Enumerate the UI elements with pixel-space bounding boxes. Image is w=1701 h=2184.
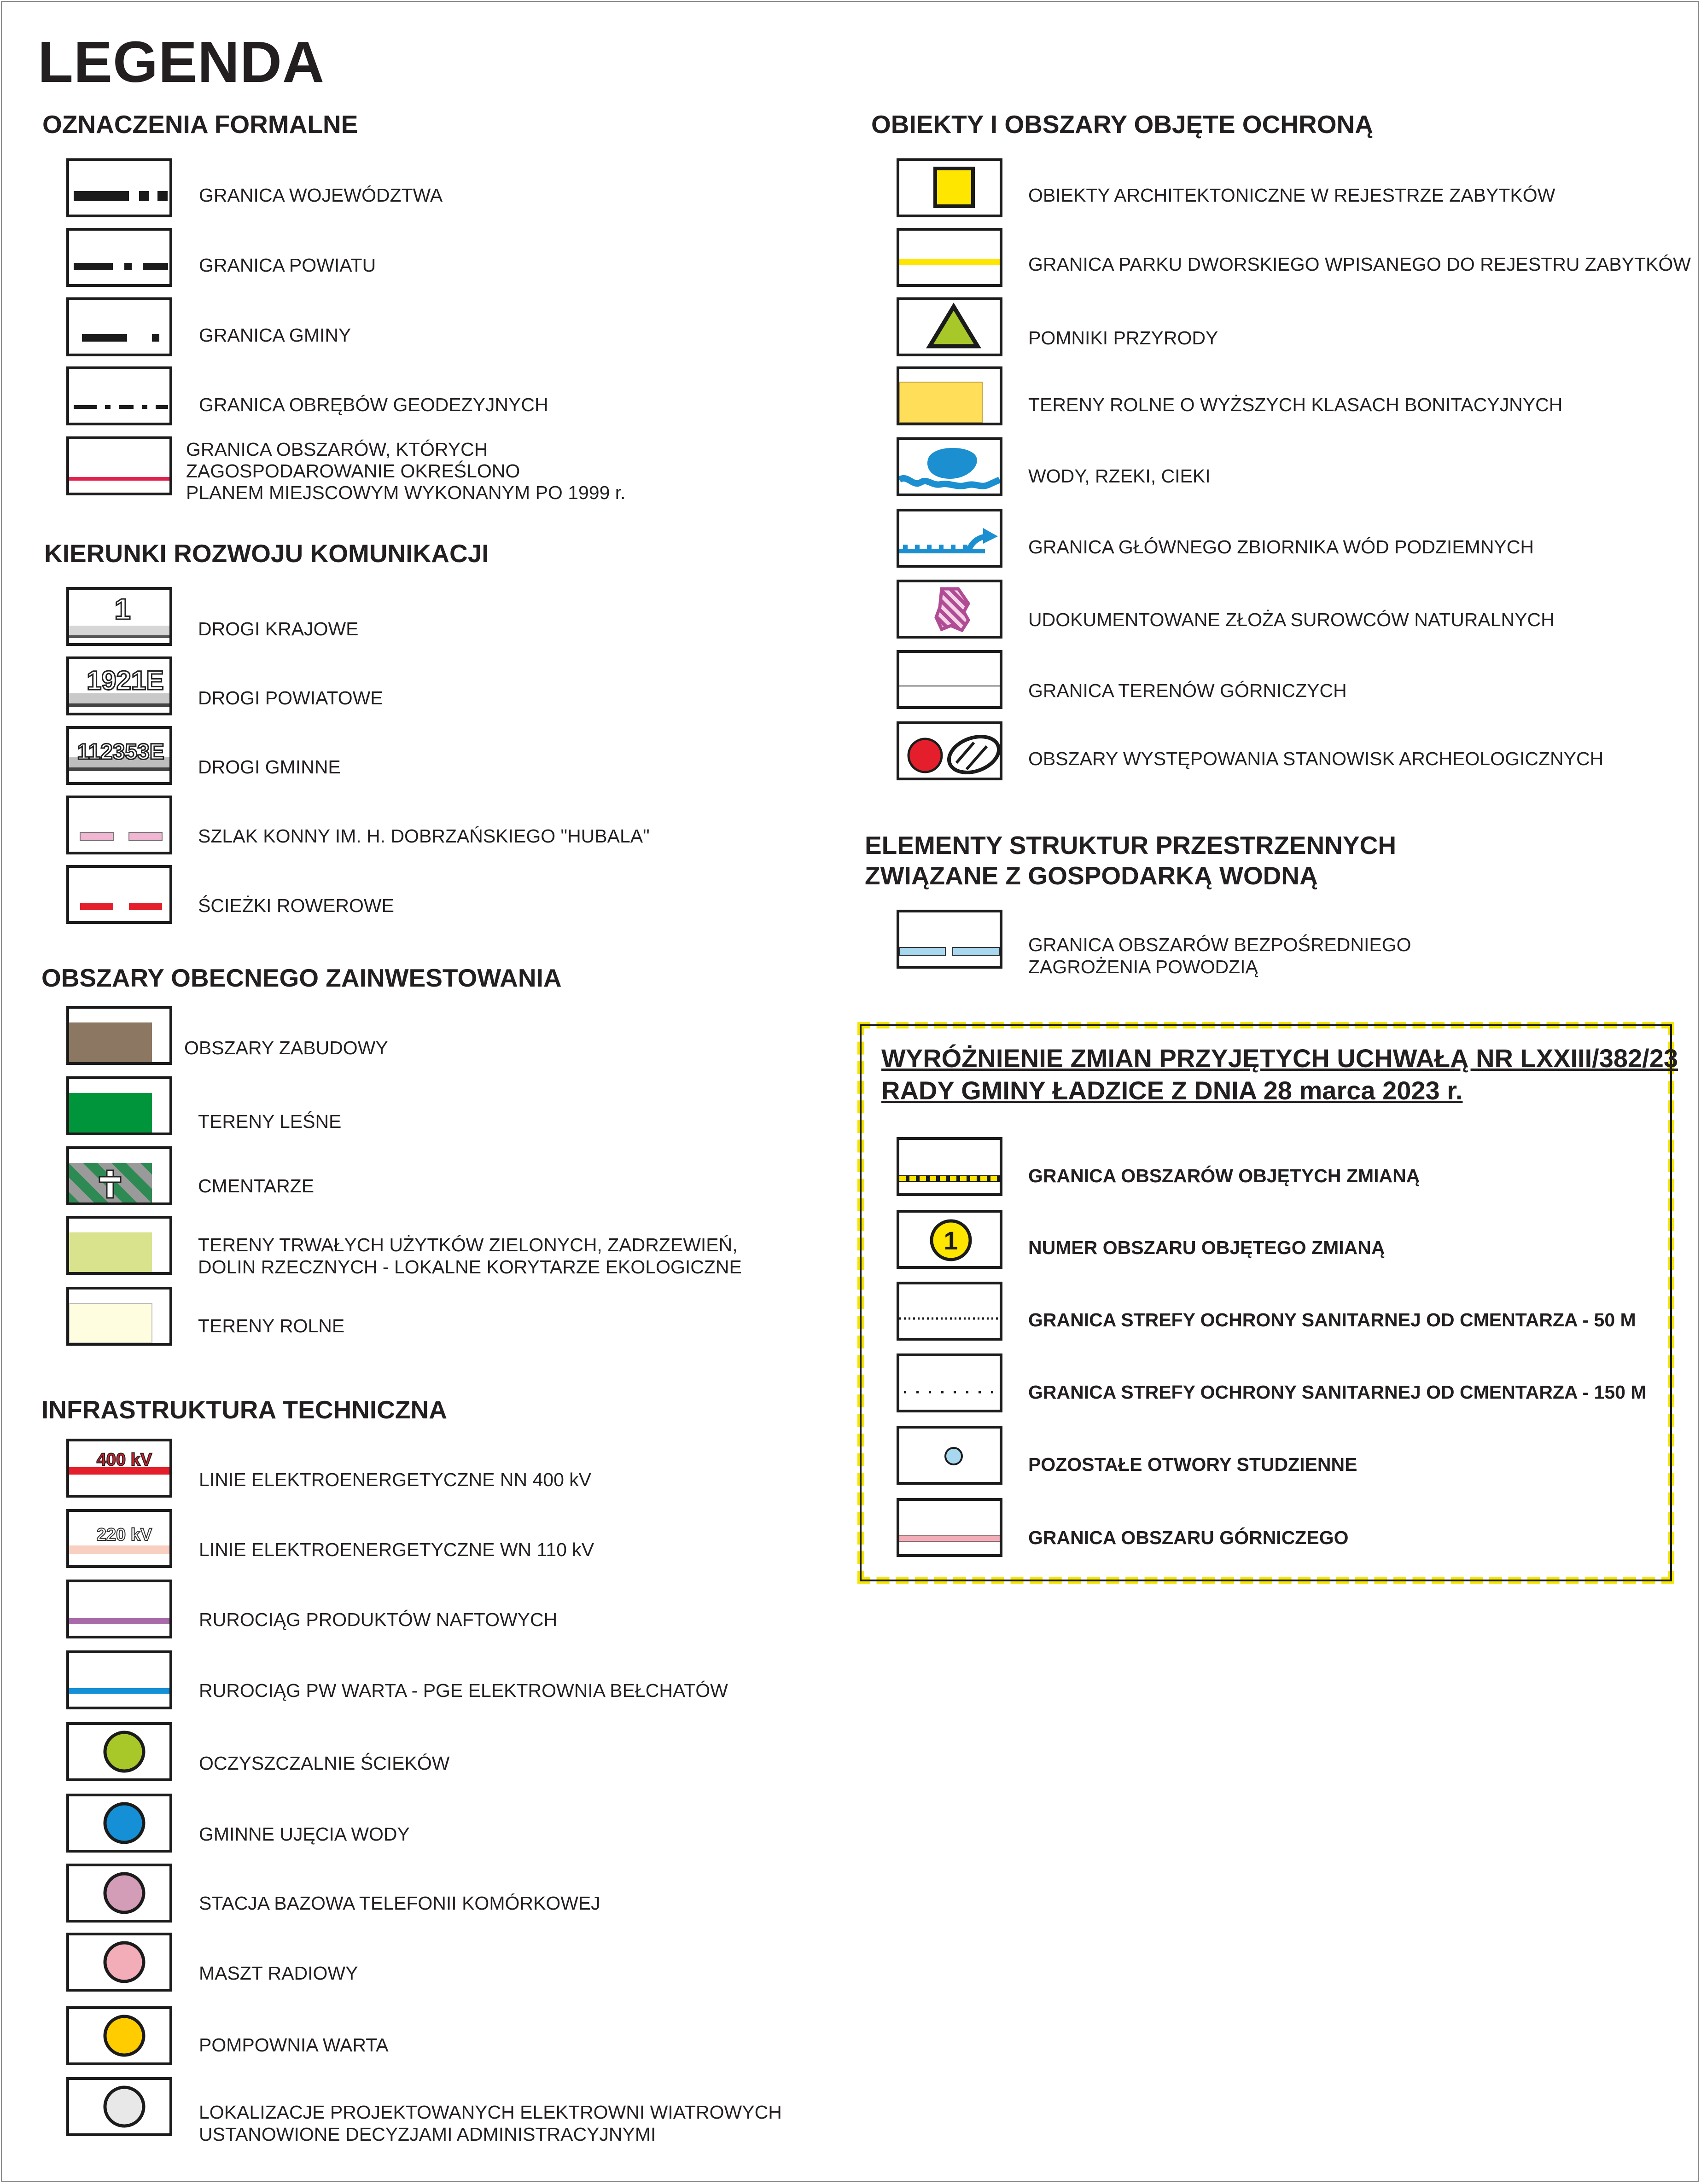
change-number: 1 — [944, 1226, 958, 1255]
symbol-water-pipeline — [66, 1650, 172, 1709]
symbol-horse-trail — [66, 796, 172, 854]
changes-heading: RADY GMINY ŁADZICE Z DNIA 28 marca 2023 r. — [881, 1076, 1463, 1105]
legend-label: TERENY ROLNE — [198, 1315, 345, 1336]
symbol-well-bore — [897, 1426, 1002, 1485]
legend-label: GRANICA OBSZARÓW, KTÓRYCH — [186, 439, 488, 460]
legend-label: OBSZARY WYSTĘPOWANIA STANOWISK ARCHEOLOGICZNYCH — [1028, 748, 1604, 769]
symbol-cemetery-zone-150m — [897, 1353, 1002, 1412]
legend-label: NUMER OBSZARU OBJĘTEGO ZMIANĄ — [1028, 1237, 1385, 1258]
legend-label: RUROCIĄG PW WARTA - PGE ELEKTROWNIA BEŁCHATÓW — [199, 1680, 728, 1701]
symbol-geodetic-border — [66, 366, 172, 425]
section-heading-development: OBSZARY OBECNEGO ZAINWESTOWANIA — [41, 964, 562, 992]
legend-label: OBSZARY ZABUDOWY — [184, 1037, 388, 1058]
legend-label: USTANOWIONE DECYZJAMI ADMINISTRACYJNYMI — [199, 2124, 656, 2145]
legend-label: GRANICA TERENÓW GÓRNICZYCH — [1028, 680, 1347, 701]
symbol-high-class-farmland — [897, 366, 1002, 425]
symbol-mining-area-boundary — [897, 1498, 1002, 1557]
legend-label: ZAGOSPODAROWANIE OKREŚLONO — [186, 460, 520, 482]
symbol-change-area-border — [897, 1137, 1002, 1196]
legend-label: CMENTARZE — [198, 1175, 315, 1197]
symbol-pump-station — [66, 2006, 172, 2065]
symbol-manor-park-border — [897, 228, 1002, 287]
legend-label: DROGI KRAJOWE — [198, 618, 359, 639]
section-heading-water: ELEMENTY STRUKTUR PRZESTRZENNYCH — [865, 831, 1397, 860]
legend-label: RUROCIĄG PRODUKTÓW NAFTOWYCH — [199, 1609, 558, 1630]
legend-label: GRANICA GMINY — [199, 325, 351, 346]
symbol-national-road — [66, 587, 172, 646]
road-number: 112353E — [77, 740, 164, 764]
section-heading-protected: OBIEKTY I OBSZARY OBJĘTE OCHRONĄ — [871, 110, 1373, 139]
symbol-wind-turbine-site — [66, 2077, 172, 2136]
symbol-commune-border — [66, 297, 172, 356]
legend-label: GRANICA GŁÓWNEGO ZBIORNIKA WÓD PODZIEMNYCH — [1028, 536, 1534, 558]
legend-label: LINIE ELEKTROENERGETYCZNE WN 110 kV — [199, 1539, 594, 1560]
legend-label: GRANICA OBSZARU GÓRNICZEGO — [1028, 1527, 1349, 1548]
legend-label: LOKALIZACJE PROJEKTOWANYCH ELEKTROWNI WIATROWYCH — [199, 2102, 782, 2123]
symbol-ecological-corridor — [66, 1216, 172, 1275]
symbol-power-line-220kv — [66, 1509, 172, 1568]
legend-label: STACJA BAZOWA TELEFONII KOMÓRKOWEJ — [199, 1893, 600, 1914]
symbol-county-border — [66, 228, 172, 287]
section-heading-infrastructure: INFRASTRUKTURA TECHNICZNA — [41, 1395, 447, 1424]
symbol-change-area-number — [897, 1210, 1002, 1269]
symbol-mining-area-border — [897, 650, 1002, 709]
legend-label: OBIEKTY ARCHITEKTONICZNE W REJESTRZE ZABYTKÓW — [1028, 185, 1555, 206]
symbol-forest-area — [66, 1076, 172, 1135]
symbol-commune-road — [66, 726, 172, 785]
symbol-cemetery-zone-50m — [897, 1282, 1002, 1341]
legend-label: TERENY TRWAŁYCH UŻYTKÓW ZIELONYCH, ZADRZEWIEŃ, — [198, 1234, 738, 1255]
symbol-mineral-deposit — [897, 580, 1002, 639]
section-heading-water: ZWIĄZANE Z GOSPODARKĄ WODNĄ — [865, 861, 1318, 890]
legend-label: UDOKUMENTOWANE ZŁOŻA SUROWCÓW NATURALNYCH — [1028, 609, 1555, 630]
legend-label: ZAGROŻENIA POWODZIĄ — [1028, 956, 1258, 977]
symbol-built-up-area — [66, 1006, 172, 1065]
symbol-sewage-plant — [66, 1722, 172, 1781]
legend-label: SZLAK KONNY IM. H. DOBRZAŃSKIEGO "HUBALA" — [198, 825, 650, 847]
section-heading-roads: KIERUNKI ROZWOJU KOMUNIKACJI — [44, 539, 489, 568]
legend-label: GRANICA WOJEWÓDZTWA — [199, 185, 443, 206]
legend-label: GRANICA STREFY OCHRONY SANITARNEJ OD CMENTARZA - 150 M — [1028, 1382, 1647, 1403]
page-title: LEGENDA — [38, 29, 325, 94]
symbol-radio-mast — [66, 1933, 172, 1992]
legend-label: GRANICA OBRĘBÓW GEODEZYJNYCH — [199, 394, 548, 415]
voltage-label: 400 kV — [96, 1450, 152, 1470]
legend-label: GRANICA PARKU DWORSKIEGO WPISANEGO DO REJESTRU ZABYTKÓW — [1028, 254, 1691, 275]
legend-label: POMPOWNIA WARTA — [199, 2034, 389, 2056]
legend-label: DROGI POWIATOWE — [198, 687, 383, 709]
legend-label: GRANICA STREFY OCHRONY SANITARNEJ OD CMENTARZA - 50 M — [1028, 1309, 1636, 1330]
symbol-power-line-400kv — [66, 1439, 172, 1498]
legend-label: DROGI GMINNE — [198, 756, 341, 778]
changes-heading: WYRÓŻNIENIE ZMIAN PRZYJĘTYCH UCHWAŁĄ NR LXXIII/382/23 — [881, 1044, 1678, 1073]
legend-label: ŚCIEŻKI ROWEROWE — [198, 895, 394, 916]
symbol-voivodeship-border — [66, 158, 172, 217]
legend-label: GRANICA POWIATU — [199, 255, 376, 276]
symbol-nature-monument — [897, 297, 1002, 356]
symbol-waters — [897, 437, 1002, 496]
legend-label: TERENY LEŚNE — [198, 1111, 342, 1132]
voltage-label: 220 kV — [96, 1525, 152, 1545]
symbol-aquifer-border — [897, 509, 1002, 568]
symbol-flood-risk-border — [897, 910, 1002, 969]
legend-label: MASZT RADIOWY — [199, 1963, 358, 1984]
road-number: 1 — [114, 592, 131, 626]
legend-label: DOLIN RZECZNYCH - LOKALNE KORYTARZE EKOLOGICZNE — [198, 1256, 742, 1278]
section-heading-formal: OZNACZENIA FORMALNE — [42, 110, 358, 139]
legend-label: GRANICA OBSZARÓW BEZPOŚREDNIEGO — [1028, 934, 1411, 955]
legend-label: TERENY ROLNE O WYŻSZYCH KLASACH BONITACYJNYCH — [1028, 394, 1563, 415]
symbol-local-plan-border — [66, 436, 172, 495]
legend-label: LINIE ELEKTROENERGETYCZNE NN 400 kV — [199, 1469, 592, 1490]
legend-label: WODY, RZEKI, CIEKI — [1028, 465, 1211, 487]
symbol-oil-pipeline — [66, 1580, 172, 1638]
legend-label: GRANICA OBSZARÓW OBJĘTYCH ZMIANĄ — [1028, 1165, 1420, 1186]
symbol-archaeological-site — [897, 721, 1002, 780]
legend-label: POMNIKI PRZYRODY — [1028, 327, 1218, 349]
symbol-cell-station — [66, 1864, 172, 1923]
legend-label: OCZYSZCZALNIE ŚCIEKÓW — [199, 1753, 450, 1774]
symbol-cemetery — [66, 1146, 172, 1205]
symbol-monument — [897, 158, 1002, 217]
symbol-farmland — [66, 1287, 172, 1346]
legend-label: POZOSTAŁE OTWORY STUDZIENNE — [1028, 1454, 1357, 1475]
symbol-bike-path — [66, 865, 172, 924]
symbol-district-road — [66, 656, 172, 715]
road-number: 1921E — [87, 666, 164, 696]
legend-label: GMINNE UJĘCIA WODY — [199, 1824, 410, 1845]
symbol-water-intake — [66, 1794, 172, 1853]
legend-label: PLANEM MIEJSCOWYM WYKONANYM PO 1999 r. — [186, 482, 626, 503]
